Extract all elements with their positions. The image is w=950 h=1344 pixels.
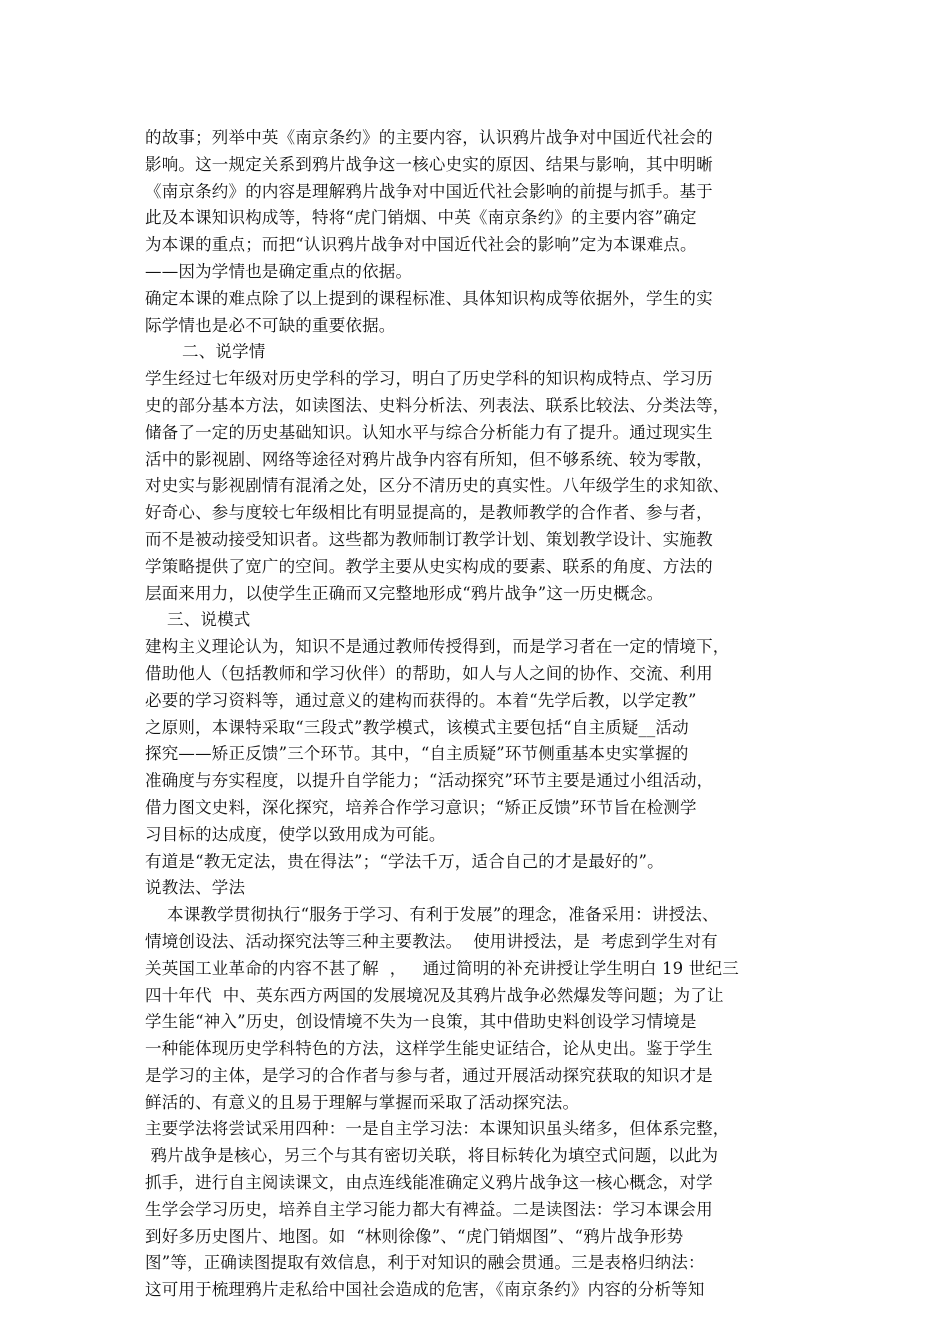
text-line: 图”等，正确读图提取有效信息，利于对知识的融会贯通。三是表格归纳法： (145, 1253, 705, 1273)
text-line: 借助他人（包括教师和学习伙伴）的帮助，如人与人之间的协作、交流、利用 (145, 663, 713, 683)
document-page (145, 125, 805, 1304)
text-line: 际学情也是必不可缺的重要依据。 (145, 315, 396, 335)
text-line: 抓手，进行自主阅读课文，由点连线能准确定义鸦片战争这一核心概念，对学 (145, 1173, 713, 1193)
text-line: 学生能“神入”历史，创设情境不失为一良策，其中借助史料创设学习情境是 (145, 1012, 697, 1032)
text-line: 学生经过七年级对历史学科的学习，明白了历史学科的知识构成特点、学习历 (145, 369, 713, 389)
text-line: 《南京条约》的内容是理解鸦片战争对中国近代社会影响的前提与抓手。基于 (145, 181, 713, 201)
text-line: 主要学法将尝试采用四种：一是自主学习法：本课知识虽头绪多，但体系完整， (145, 1119, 730, 1139)
text-line: 是学习的主体，是学习的合作者与参与者，通过开展活动探究获取的知识才是 (145, 1065, 713, 1085)
text-line: 准确度与夯实程度，以提升自学能力；“活动探究”环节主要是通过小组活动， (145, 771, 714, 791)
text-line: 借力图文史料，深化探究，培养合作学习意识；“矫正反馈”环节旨在检测学 (145, 797, 697, 817)
section-heading-xueqing: 二、说学情 (182, 342, 266, 362)
text-line: 四十年代 中、英东西方两国的发展境况及其鸦片战争必然爆发等问题；为了让 (145, 985, 724, 1005)
text-line: 史的部分基本方法，如读图法、史料分析法、列表法、联系比较法、分类法等， (145, 395, 730, 415)
text-line: 本课教学贯彻执行“服务于学习、有利于发展”的理念，准备采用：讲授法、 (167, 905, 719, 925)
text-line: 情境创设法、活动探究法等三种主要教法。 使用讲授法，是 考虑到学生对有 (145, 931, 718, 951)
text-line: 鲜活的、有意义的且易于理解与掌握而采取了活动探究法。 (145, 1092, 580, 1112)
text-line: 确定本课的难点除了以上提到的课程标准、具体知识构成等依据外，学生的实 (145, 288, 713, 308)
text-line: 为本课的重点；而把“认识鸦片战争对中国近代社会的影响”定为本课难点。 (145, 235, 697, 255)
text-line: 此及本课知识构成等，特将“虎门销烟、中英《南京条约》的主要内容”确定 (145, 208, 697, 228)
text-line: 储备了一定的历史基础知识。认知水平与综合分析能力有了提升。通过现实生 (145, 422, 713, 442)
text-line: 层面来用力，以使学生正确而又完整地形成“鸦片战争”这一历史概念。 (145, 583, 664, 603)
text-line: 关英国工业革命的内容不甚了解 ， 通过简明的补充讲授让学生明白 19 世纪三 (145, 958, 739, 978)
text-line: 学策略提供了宽广的空间。教学主要从史实构成的要素、联系的角度、方法的 (145, 556, 713, 576)
text-line: 而不是被动接受知识者。这些都为教师制订教学计划、策划教学设计、实施教 (145, 529, 713, 549)
text-line: 有道是“教无定法，贵在得法”；“学法千万，适合自己的才是最好的”。 (145, 851, 664, 871)
text-line: 必要的学习资料等，通过意义的建构而获得的。本着“先学后教，以学定教” (145, 690, 697, 710)
text-line: 活中的影视剧、网络等途径对鸦片战争内容有所知，但不够系统、较为零散， (145, 449, 713, 469)
section-heading-jiaofa-xuefa: 说教法、学法 (145, 878, 246, 898)
text-line: 习目标的达成度，使学以致用成为可能。 (145, 824, 446, 844)
text-line: 建构主义理论认为，知识不是通过教师传授得到，而是学习者在一定的情境下， (145, 637, 730, 657)
text-line: 之原则，本课特采取“三段式”教学模式，该模式主要包括“自主质疑__活动 (145, 717, 689, 737)
text-line: 这可用于梳理鸦片走私给中国社会造成的危害，《南京条约》内容的分析等知 (145, 1280, 705, 1300)
text-line: 探究——矫正反馈”三个环节。其中，“自主质疑”环节侧重基本史实掌握的 (145, 744, 689, 764)
text-line: 到好多历史图片、地图。如 “林则徐像”、“虎门销烟图”、“鸦片战争形势 (145, 1226, 684, 1246)
text-line: 生学会学习历史，培养自主学习能力都大有裨益。二是读图法：学习本课会用 (145, 1199, 713, 1219)
text-line: 好奇心、参与度较七年级相比有明显提高的，是教师教学的合作者、参与者， (145, 503, 713, 523)
text-line: 一种能体现历史学科特色的方法，这样学生能史证结合，论从史出。鉴于学生 (145, 1039, 713, 1059)
section-heading-moshi: 三、说模式 (167, 610, 251, 630)
text-line: 对史实与影视剧情有混淆之处，区分不清历史的真实性。八年级学生的求知欲、 (145, 476, 730, 496)
text-line: 的故事；列举中英《南京条约》的主要内容，认识鸦片战争对中国近代社会的 (145, 128, 713, 147)
text-line: 影响。这一规定关系到鸦片战争这一核心史实的原因、结果与影响，其中明晰 (145, 154, 713, 174)
text-line: 鸦片战争是核心，另三个与其有密切关联，将目标转化为填空式问题，以此为 (145, 1146, 719, 1166)
text-line: ——因为学情也是确定重点的依据。 (145, 261, 413, 281)
